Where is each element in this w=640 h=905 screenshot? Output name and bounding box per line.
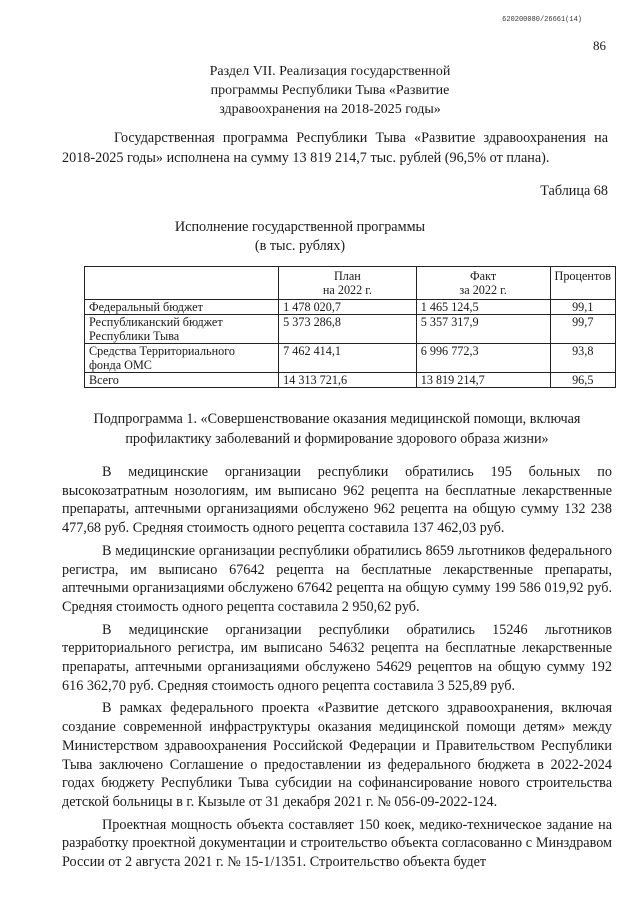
row-name: Федеральный бюджет bbox=[85, 300, 279, 315]
row-fact: 5 357 317,9 bbox=[416, 315, 550, 344]
header-plan bbox=[279, 267, 417, 300]
row-name: Всего bbox=[85, 373, 279, 388]
row-percent: 93,8 bbox=[550, 344, 616, 373]
header-empty-cell bbox=[85, 267, 279, 300]
header-fact bbox=[416, 267, 550, 300]
row-percent: 96,5 bbox=[550, 373, 616, 388]
table-total-row bbox=[85, 373, 616, 388]
header-plan-line: на 2022 г. bbox=[322, 283, 372, 297]
row-name bbox=[85, 344, 279, 373]
row-plan: 5 373 286,8 bbox=[279, 315, 417, 344]
header-plan-line: План bbox=[334, 269, 361, 283]
body-text bbox=[62, 463, 612, 876]
row-name bbox=[85, 315, 279, 344]
body-paragraph: Проектная мощность объекта составляет 150 коек, медико-техническое задание на разработку проектной документации и строительство объекта согласованно с Минздравом России от 2 августа 2021 г. № 15-1/1351. Строительство объекта будет bbox=[62, 816, 612, 871]
page-number: 86 bbox=[593, 38, 606, 53]
table-caption-line: Исполнение государственной программы bbox=[174, 219, 426, 235]
row-plan: 1 478 020,7 bbox=[279, 300, 417, 315]
body-paragraph: В медицинские организации республики обратились 15246 льготников территориального регистра, им выписано 54632 рецепта на бесплатные лекарственные препараты, аптечными организациями обслужено 54629 рецептов на общую сумму 192 616 362,70 руб. Средняя стоимость одного рецепта составила 3 525,89 руб. bbox=[62, 621, 612, 694]
intro-paragraph: Государственная программа Республики Тыва «Развитие здравоохранения на 2018-2025 годы» исполнена на сумму 13 819 214,7 тыс. рублей (96,5% от плана). bbox=[62, 130, 608, 166]
row-fact: 13 819 214,7 bbox=[416, 373, 550, 388]
section-title-line: программы Республики Тыва «Развитие bbox=[210, 83, 450, 98]
table-row bbox=[85, 315, 616, 344]
body-paragraph: В медицинские организации республики обратились 8659 льготников федерального регистра, им выписано 67642 рецепта на бесплатные лекарственные препараты, аптечными организациями обслужено 67642 рецепта на общую сумму 199 586 019,92 руб. Средняя стоимость одного рецепта составила 2 950,62 руб. bbox=[62, 542, 612, 615]
header-fact-line: за 2022 г. bbox=[459, 283, 507, 297]
table-row bbox=[85, 300, 616, 315]
execution-table bbox=[84, 266, 616, 388]
table-header-row bbox=[85, 267, 616, 300]
section-title bbox=[120, 62, 540, 119]
header-percent: Процентов bbox=[550, 267, 616, 300]
row-fact: 6 996 772,3 bbox=[416, 344, 550, 373]
table-caption bbox=[140, 218, 460, 256]
row-percent: 99,1 bbox=[550, 300, 616, 315]
table-row bbox=[85, 344, 616, 373]
row-name-line: Республики Тыва bbox=[89, 329, 180, 343]
row-percent: 99,7 bbox=[550, 315, 616, 344]
row-name-line: фонда ОМС bbox=[89, 358, 152, 372]
subprogram-title-line: Подпрограмма 1. «Совершенствование оказания медицинской помощи, включая bbox=[93, 411, 581, 427]
table-caption-line: (в тыс. рублях) bbox=[254, 238, 346, 254]
row-name-line: Республиканский бюджет bbox=[89, 315, 223, 329]
section-title-line: здравоохранения на 2018-2025 годы» bbox=[219, 102, 441, 117]
subprogram-title-line: профилактику заболеваний и формирование здорового образа жизни» bbox=[125, 431, 549, 447]
document-code: 620200080/26661(14) bbox=[502, 16, 582, 24]
subprogram-title bbox=[62, 409, 612, 449]
section-title-line: Раздел VII. Реализация государственной bbox=[209, 64, 451, 79]
header-fact-line: Факт bbox=[470, 269, 497, 283]
body-paragraph: В медицинские организации республики обратились 195 больных по высокозатратным нозологиям, им выписано 962 рецепта на бесплатные лекарственные препараты, аптечными организациями обслужено 962 рецепта на общую сумму 132 238 477,68 руб. Средняя стоимость одного рецепта составила 137 462,03 руб. bbox=[62, 464, 612, 537]
row-fact: 1 465 124,5 bbox=[416, 300, 550, 315]
row-name-line: Средства Территориального bbox=[89, 344, 235, 358]
row-plan: 7 462 414,1 bbox=[279, 344, 417, 373]
table-number-label: Таблица 68 bbox=[540, 183, 608, 199]
row-plan: 14 313 721,6 bbox=[279, 373, 417, 388]
body-paragraph: В рамках федерального проекта «Развитие детского здравоохранения, включая создание современной инфраструктуры оказания медицинской помощи детям» между Министерством здравоохранения Российской Федерации и Правительством Республики Тыва заключено Соглашение о предоставлении из федерального бюджета в 2022-2024 годах бюджету Республики Тыва субсидии на софинансирование нового строительства детской больницы в г. Кызыле от 31 декабря 2021 г. № 056-09-2022-124. bbox=[62, 700, 612, 810]
